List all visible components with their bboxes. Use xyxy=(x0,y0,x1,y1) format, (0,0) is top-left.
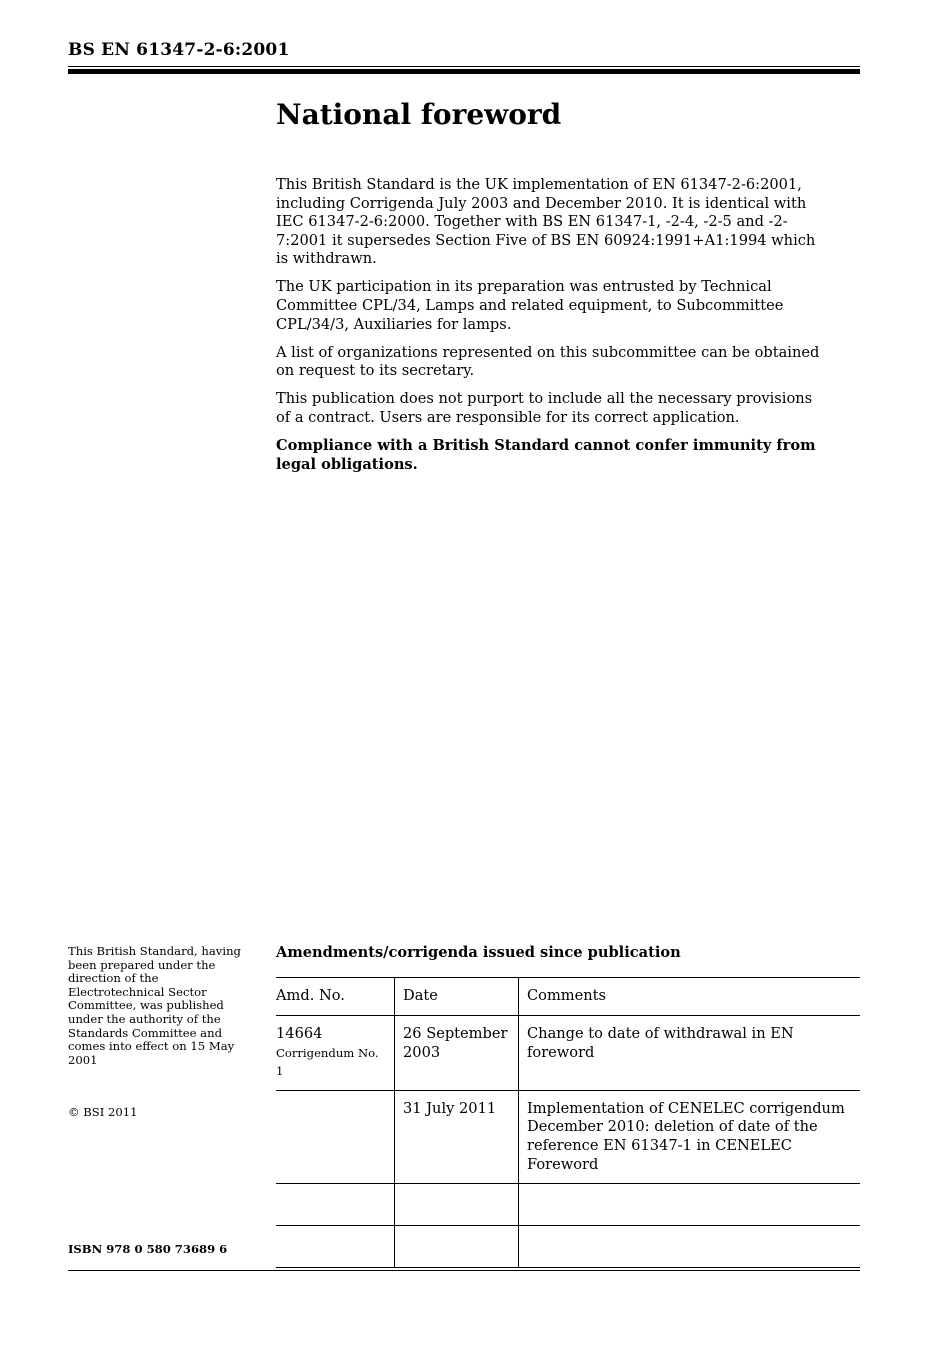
table-row xyxy=(276,1016,860,1091)
paragraph-compliance: Compliance with a British Standard cannot confer immunity from legal obligations. xyxy=(276,437,816,473)
publication-note: This British Standard, having been prepared under the direction of the Electrotechnical Sector Committee, was published under the authority of the Standards Committee and comes into effect on 15 May 2001 xyxy=(68,944,241,1067)
date-cell: 31 July 2011 xyxy=(395,1090,519,1183)
paragraph-contract: This publication does not purport to include all the necessary provisions of a contract. Users are responsible for its correct application. xyxy=(276,390,813,427)
empty-cell xyxy=(276,1226,395,1268)
table-header-row xyxy=(276,978,860,1016)
empty-cell xyxy=(395,1184,519,1226)
paragraph-participation: The UK participation in its preparation was entrusted by Technical Committee CPL/34, Lamps and related equipment, to Subcommittee CPL/34/3, Auxiliaries for lamps. xyxy=(276,278,784,333)
comments-cell: Change to date of withdrawal in EN foreword xyxy=(519,1016,861,1091)
table-row-empty xyxy=(276,1226,860,1268)
isbn: ISBN 978 0 580 73689 6 xyxy=(68,1242,228,1256)
amd-no-cell xyxy=(276,1090,395,1183)
empty-cell xyxy=(395,1226,519,1268)
date-cell: 26 September 2003 xyxy=(395,1016,519,1091)
amd-no: 14664 xyxy=(276,1025,323,1042)
header-rule-thin xyxy=(68,66,860,67)
column-header-amd-no: Amd. No. xyxy=(276,978,395,1016)
paragraph-implementation: This British Standard is the UK implementation of EN 61347-2-6:2001, including Corrigenda July 2003 and December 2010. It is identical with IEC 61347-2-6:2000. Together with BS EN 61347-1, -2-4, -2-5 and -2-7:2001 it supersedes Section Five of BS EN 60924:1991+A1:1994 which is withdrawn. xyxy=(276,176,816,268)
table-row-empty xyxy=(276,1184,860,1226)
column-header-comments: Comments xyxy=(519,978,861,1016)
comments-cell: Implementation of CENELEC corrigendum December 2010: deletion of date of the reference EN 61347-1 in CENELEC Foreword xyxy=(519,1090,861,1183)
header-rule-thick xyxy=(68,69,860,74)
empty-cell xyxy=(276,1184,395,1226)
column-header-date: Date xyxy=(395,978,519,1016)
amendments-table xyxy=(276,977,860,1268)
amendments-title: Amendments/corrigenda issued since publication xyxy=(276,944,681,961)
foreword-body xyxy=(276,176,821,484)
copyright: © BSI 2011 xyxy=(68,1105,138,1119)
amd-no-cell xyxy=(276,1016,395,1091)
standard-code: BS EN 61347-2-6:2001 xyxy=(68,40,290,60)
empty-cell xyxy=(519,1226,861,1268)
footer-rule xyxy=(68,1270,860,1271)
amd-sub: Corrigendum No. 1 xyxy=(276,1045,379,1079)
empty-cell xyxy=(519,1184,861,1226)
paragraph-organizations: A list of organizations represented on this subcommittee can be obtained on request to its secretary. xyxy=(276,343,820,380)
page-title: National foreword xyxy=(276,98,562,131)
table-row xyxy=(276,1090,860,1183)
